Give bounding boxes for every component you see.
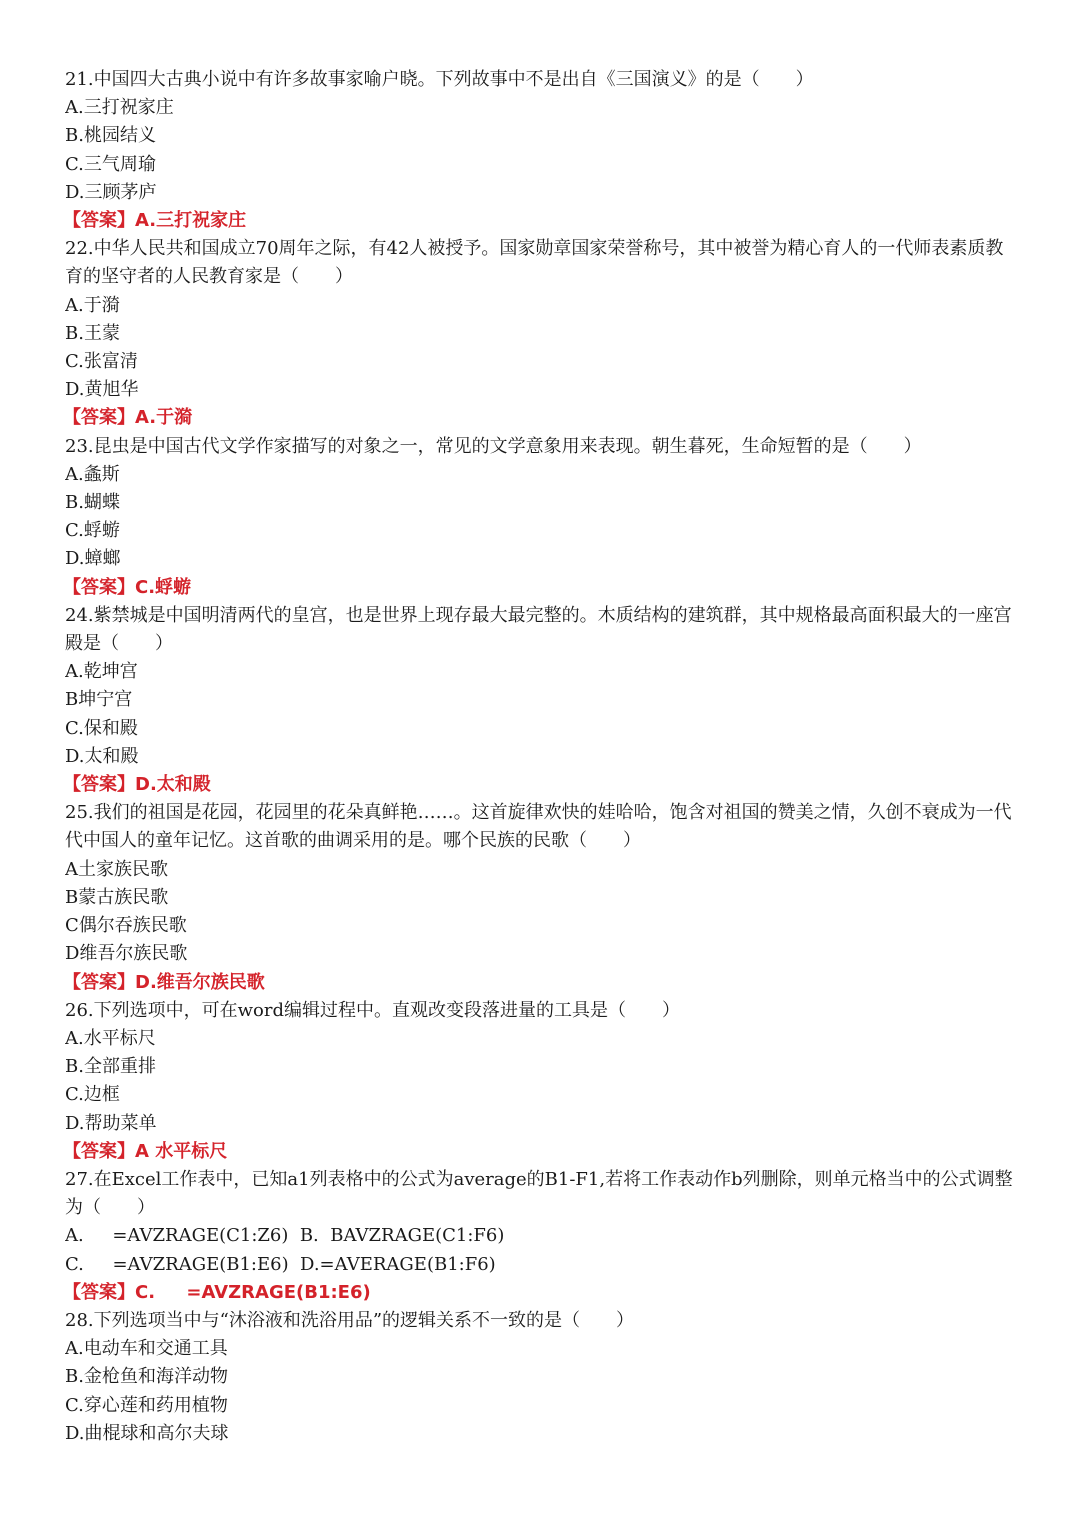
option-b: B蒙古族民歌 (65, 886, 169, 908)
option-c: C.保和殿 (65, 717, 138, 739)
exam-page (65, 66, 1020, 1448)
answer: 【答案】A 水平标尺 (63, 1140, 228, 1162)
option-c: C.穿心莲和药用植物 (65, 1394, 228, 1416)
question-stem: 21.中国四大古典小说中有许多故事家喻户晓。下列故事中不是出自《三国演义》的是（ ） (65, 69, 814, 90)
question-25 (65, 799, 1020, 996)
question-24 (65, 602, 1020, 799)
question-stem: 27.在Excel工作表中，已知a1列表格中的公式为average的B1-F1,若将工作表动作b列删除，则单元格当中的公式调整为（ ） (65, 1168, 1013, 1219)
option-c: C.蜉蝣 (65, 520, 120, 542)
option-c-d: C. =AVZRAGE(B1:E6) D.=AVERAGE(B1:F6) (65, 1253, 496, 1275)
option-c: C.张富清 (65, 351, 138, 373)
question-stem: 28.下列选项当中与“沐浴液和洗浴用品”的逻辑关系不一致的是（ ） (65, 1309, 635, 1331)
option-b: B坤宁宫 (65, 689, 133, 711)
question-stem: 25.我们的祖国是花园，花园里的花朵真鲜艳……。这首旋律欢快的娃哈哈，饱含对祖国的赞美之情，久创不衰成为一代代中国人的童年记忆。这首歌的曲调采用的是。哪个民族的民歌（ ） (65, 802, 1012, 852)
answer: 【答案】C. =AVZRAGE(B1:E6) (63, 1281, 371, 1303)
question-stem: 22.中华人民共和国成立70周年之际，有42人被授予。国家勋章国家荣誉称号，其中被誉为精心育人的一代师表素质教育的坚守者的人民教育家是（ ） (65, 238, 1004, 288)
option-a: A.水平标尺 (65, 1027, 156, 1049)
option-b: B.桃园结义 (65, 125, 156, 147)
option-b: B.全部重排 (65, 1056, 156, 1078)
option-a: A.乾坤宫 (65, 661, 138, 683)
answer: 【答案】C.蜉蝣 (63, 576, 192, 598)
question-22 (65, 235, 1020, 432)
option-a: A.于漪 (65, 294, 120, 316)
option-d: D.帮助菜单 (65, 1112, 157, 1134)
option-a: A.电动车和交通工具 (65, 1338, 228, 1360)
question-27 (65, 1166, 1020, 1307)
option-c: C.边框 (65, 1084, 120, 1106)
option-b: B.金枪鱼和海洋动物 (65, 1366, 228, 1388)
option-d: D.太和殿 (65, 745, 139, 767)
answer: 【答案】D.太和殿 (63, 774, 211, 796)
answer: 【答案】A.三打祝家庄 (63, 210, 247, 232)
option-d: D.曲棍球和高尔夫球 (65, 1422, 229, 1444)
option-a: A土家族民歌 (65, 858, 168, 880)
question-stem: 23.昆虫是中国古代文学作家描写的对象之一，常见的文学意象用来表现。朝生暮死，生命短暂的是（ ） (65, 435, 922, 457)
question-23 (65, 433, 1020, 602)
option-c: C.三气周瑜 (65, 153, 156, 175)
option-a-b: A. =AVZRAGE(C1:Z6) B. BAVZRAGE(C1:F6) (65, 1225, 505, 1247)
question-21 (65, 66, 1020, 235)
answer: 【答案】A.于漪 (63, 407, 193, 429)
question-stem: 24.紫禁城是中国明清两代的皇宫，也是世界上现存最大最完整的。木质结构的建筑群，其中规格最高面积最大的一座宫殿是（ ） (65, 604, 1012, 655)
option-a: A.螽斯 (65, 463, 120, 485)
option-c: C偶尔吞族民歌 (65, 915, 187, 937)
answer: 【答案】D.维吾尔族民歌 (63, 971, 265, 993)
option-a: A.三打祝家庄 (65, 97, 174, 119)
option-d: D.黄旭华 (65, 379, 139, 401)
question-28 (65, 1307, 1020, 1448)
option-d: D.三顾茅庐 (65, 181, 157, 203)
option-d: D维吾尔族民歌 (65, 943, 188, 965)
option-b: B.王蒙 (65, 322, 120, 344)
option-b: B.蝴蝶 (65, 492, 120, 514)
question-26 (65, 997, 1020, 1166)
option-d: D.蟑螂 (65, 548, 121, 570)
question-stem: 26.下列选项中，可在word编辑过程中。直观改变段落进量的工具是（ ） (65, 999, 680, 1021)
